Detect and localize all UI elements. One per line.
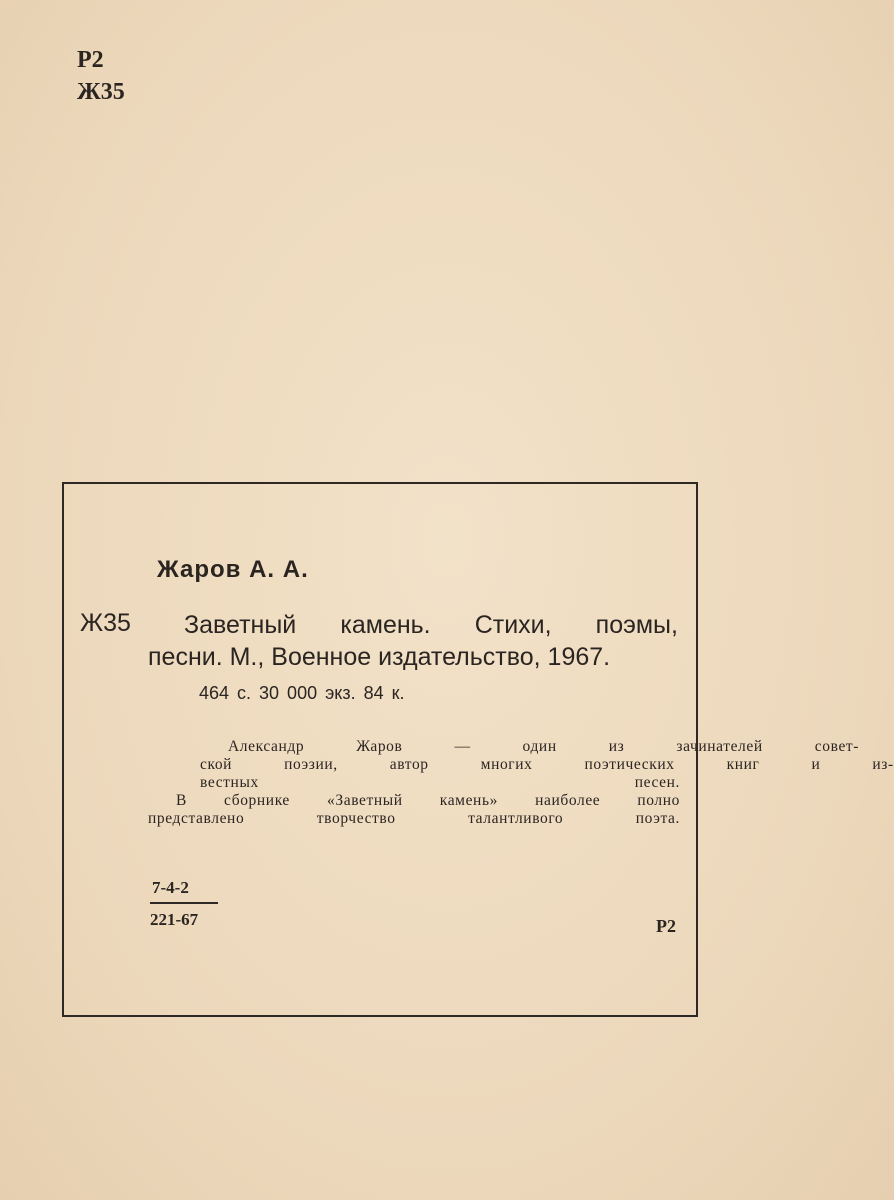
- annotation-word: Александр: [228, 738, 305, 755]
- fraction-numerator: 7-4-2: [150, 878, 218, 904]
- annotation-line: [148, 756, 894, 774]
- annotation-word: из-: [872, 756, 894, 773]
- author-name: Жаров А. А.: [157, 556, 309, 583]
- annotation-word: поэзии,: [284, 756, 338, 773]
- title-line-2: песни. М., Военное издательство, 1967.: [148, 643, 611, 671]
- annotation-word: из: [608, 738, 625, 755]
- annotation: [148, 738, 894, 828]
- catalog-card: [62, 482, 894, 1017]
- annotation-line: вестных песен.: [200, 774, 680, 791]
- annotation-word: книг: [726, 756, 760, 773]
- annotation-word: ской: [200, 756, 233, 773]
- title-word: Стихи,: [474, 611, 552, 639]
- corner-code: Р2: [77, 47, 104, 73]
- annotation-word: поэтических: [584, 756, 675, 773]
- annotation-word: и: [811, 756, 821, 773]
- annotation-word: зачинателей: [676, 738, 763, 755]
- annotation-word: сборнике: [224, 792, 290, 809]
- annotation-word: совет-: [814, 738, 860, 755]
- corner-index: Ж35: [77, 79, 125, 105]
- annotation-word: полно: [637, 792, 680, 809]
- title-word: Заветный: [184, 611, 297, 639]
- annotation-word: наиболее: [535, 792, 601, 809]
- annotation-word: один: [522, 738, 557, 755]
- annotation-word: камень»: [439, 792, 498, 809]
- annotation-word: «Заветный: [327, 792, 403, 809]
- annotation-paragraph-1: [148, 738, 894, 792]
- fraction-denominator: 221-67: [150, 910, 199, 929]
- annotation-paragraph-2: [148, 792, 680, 828]
- corner-classification: [77, 44, 125, 108]
- annotation-word: В: [176, 792, 187, 809]
- card-index: Ж35: [80, 609, 131, 637]
- annotation-line: [148, 792, 680, 810]
- title-word: камень.: [340, 611, 431, 639]
- title-block: [148, 609, 678, 673]
- annotation-line: [148, 738, 860, 756]
- classification-code: Р2: [656, 916, 676, 936]
- annotation-word: —: [454, 738, 471, 755]
- annotation-word: автор: [389, 756, 429, 773]
- annotation-word: Жаров: [356, 738, 403, 755]
- annotation-line: представлено творчество талантливого поэта.: [148, 810, 680, 827]
- publication-info: 464 с. 30 000 экз. 84 к.: [199, 683, 405, 703]
- bbk-fraction: [150, 878, 218, 930]
- title-word: поэмы,: [595, 611, 678, 639]
- annotation-word: многих: [480, 756, 533, 773]
- title-line-1: [148, 609, 678, 641]
